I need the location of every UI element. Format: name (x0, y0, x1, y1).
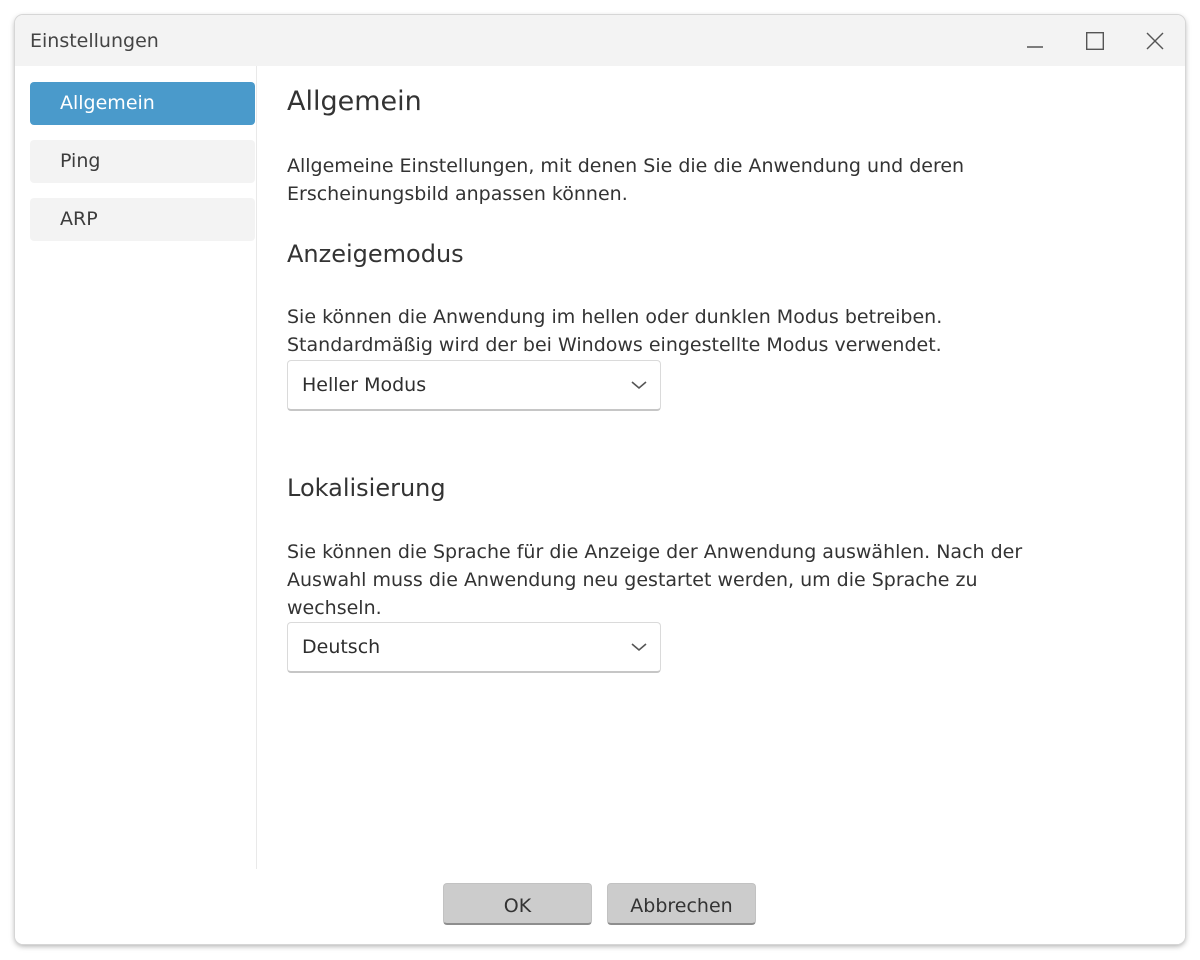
settings-content (287, 66, 1167, 869)
sidebar-item-label: Allgemein (60, 92, 155, 114)
title-bar[interactable] (15, 15, 1185, 66)
window-title: Einstellungen (30, 30, 159, 52)
sidebar-item-label: Ping (60, 150, 101, 172)
description-line: Sie können die Sprache für die Anzeige der Anwendung auswählen. Nach der (287, 541, 1023, 563)
minimize-button[interactable] (1006, 15, 1064, 66)
display-mode-select[interactable] (287, 360, 661, 411)
language-select[interactable] (287, 622, 661, 673)
close-icon (1146, 32, 1164, 50)
maximize-icon (1086, 32, 1104, 50)
sidebar-item-arp[interactable] (30, 198, 255, 241)
description-line: wechseln. (287, 597, 382, 619)
chevron-down-icon (630, 379, 648, 391)
settings-window (15, 15, 1185, 944)
cancel-button[interactable]: Abbrechen (607, 883, 756, 925)
description-line: Erscheinungsbild anpassen können. (287, 183, 628, 205)
sidebar-item-allgemein[interactable] (30, 82, 255, 125)
maximize-button[interactable] (1066, 15, 1124, 66)
description-line: Auswahl muss die Anwendung neu gestartet werden, um die Sprache zu (287, 569, 978, 591)
display-mode-value: Heller Modus (302, 374, 427, 396)
language-value: Deutsch (302, 636, 381, 658)
minimize-icon (1026, 32, 1044, 50)
page-description (287, 152, 964, 208)
description-line: Sie können die Anwendung im hellen oder dunklen Modus betreiben. (287, 306, 943, 328)
display-mode-description (287, 303, 942, 359)
dialog-footer (15, 869, 1185, 944)
sidebar-item-ping[interactable] (30, 140, 255, 183)
sidebar (15, 66, 257, 869)
description-line: Standardmäßig wird der bei Windows eingestellte Modus verwendet. (287, 334, 942, 356)
ok-button[interactable]: OK (443, 883, 592, 925)
close-button[interactable] (1126, 15, 1184, 66)
sidebar-item-label: ARP (60, 208, 98, 230)
section-title-display-mode: Anzeigemodus (287, 240, 464, 268)
section-title-localization: Lokalisierung (287, 474, 446, 502)
description-line: Allgemeine Einstellungen, mit denen Sie die die Anwendung und deren (287, 155, 965, 177)
page-title: Allgemein (287, 86, 422, 117)
localization-description (287, 538, 1022, 622)
chevron-down-icon (630, 641, 648, 653)
